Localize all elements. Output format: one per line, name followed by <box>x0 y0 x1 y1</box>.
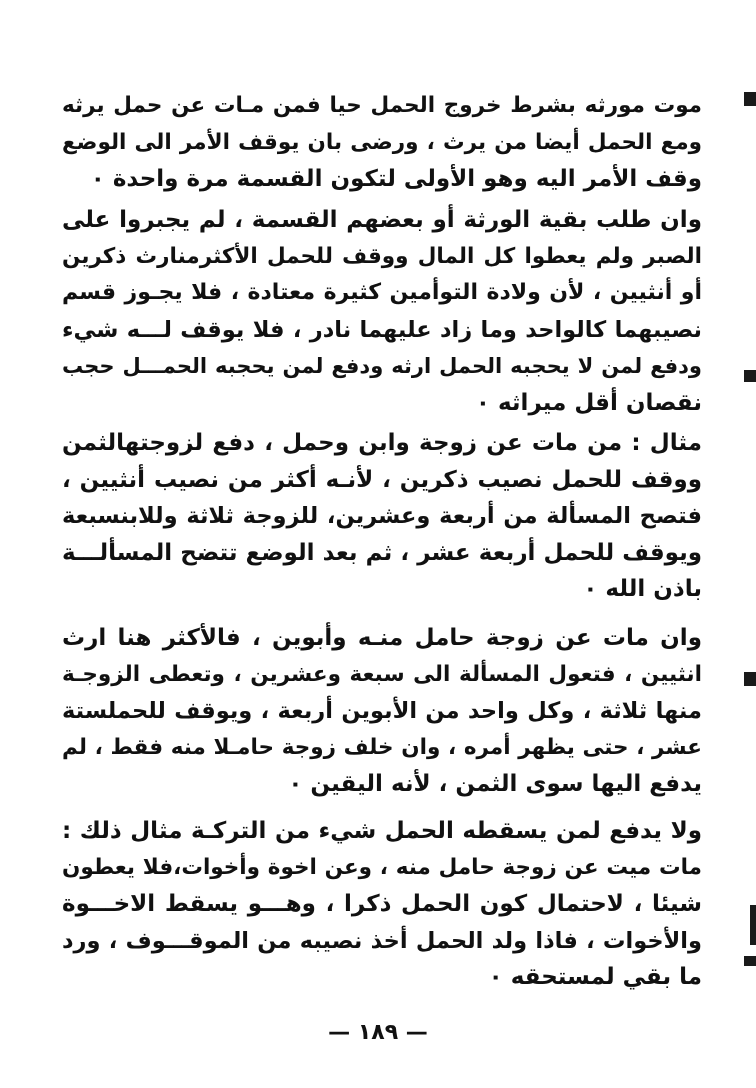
scan-edge-mark <box>750 905 756 945</box>
text-line: عشر ، حتى يظهر أمره ، وان خلف زوجة حامـلا منه فقط ، لم <box>62 734 702 760</box>
scan-edge-mark <box>744 672 756 686</box>
text-line: ولا يدفع لمن يسقطه الحمل شيء من التركـة مثال ذلك : <box>62 818 702 844</box>
text-line: والأخوات ، فاذا ولد الحمل أخذ نصيبه من الموقـــوف ، ورد <box>62 927 702 954</box>
paragraph-1 <box>62 88 702 198</box>
text-line: الصبر ولم يعطوا كل المال ووقف للحمل الأكثرمنارث ذكرين <box>62 243 702 269</box>
text-line: ووقف للحمل نصيب ذكرين ، لأنـه أكثر من نصيب أنثيين ، <box>62 466 702 493</box>
scan-edge-mark <box>744 956 756 966</box>
paragraph-4 <box>62 620 702 803</box>
text-line: انثيين ، فتعول المسألة الى سبعة وعشرين ، وتعطى الزوجـة <box>62 661 702 687</box>
text-line: نقصان أقل ميراثه ٠ <box>475 389 702 416</box>
text-line: ودفع لمن لا يحجبه الحمل ارثه ودفع لمن يحجبه الحمـــل حجب <box>62 354 702 378</box>
text-line: مات ميت عن زوجة حامل منه ، وعن اخوة وأخوات،فلا يعطون <box>62 854 702 880</box>
paragraph-2 <box>62 202 702 421</box>
text-line: شيئا ، لاحتمال كون الحمل ذكرا ، وهـــو يسقط الاخـــوة <box>62 891 702 917</box>
text-line: وان مات عن زوجة حامل منـه وأبوين ، فالأكثر هنا ارث <box>62 625 702 651</box>
text-line: ويوقف للحمل أربعة عشر ، ثم بعد الوضع تتضح المسألـــة <box>62 539 702 566</box>
scan-edge-mark <box>744 92 756 106</box>
text-line: نصيبهما كالواحد وما زاد عليهما نادر ، فلا يوقف لـــه شيء <box>62 316 702 343</box>
text-line: يدفع اليها سوى الثمن ، لأنه اليقين ٠ <box>288 771 702 797</box>
text-line: وقف الأمر اليه وهو الأولى لتكون القسمة مرة واحدة ٠ <box>90 166 702 192</box>
text-line: مثال : من مات عن زوجة وابن وحمل ، دفع لزوجتهالثمن <box>62 430 702 456</box>
text-line: موت مورثه بشرط خروج الحمل حيا فمن مـات عن حمل يرثه <box>62 93 702 118</box>
text-line: أو أنثيين ، لأن ولادة التوأمين كثيرة معتادة ، فلا يجـوز قسم <box>62 280 702 305</box>
text-line: باذن الله ٠ <box>583 576 702 602</box>
page-number: — ١٨٩ — <box>328 1020 428 1045</box>
text-line: وان طلب بقية الورثة أو بعضهم القسمة ، لم يجبروا على <box>62 207 702 233</box>
text-line: منها ثلاثة ، وكل واحد من الأبوين أربعة ، ويوقف للحملستة <box>62 698 702 724</box>
text-line: ما بقي لمستحقه ٠ <box>488 964 702 990</box>
paragraph-3 <box>62 425 702 608</box>
text-line: فتصح المسألة من أربعة وعشرين، للزوجة ثلاثة وللابنسبعة <box>62 503 702 529</box>
scan-edge-mark <box>744 370 756 382</box>
paragraph-5 <box>62 813 702 996</box>
text-line: ومع الحمل أيضا من يرث ، ورضى بان يوقف الأمر الى الوضع <box>62 129 702 155</box>
